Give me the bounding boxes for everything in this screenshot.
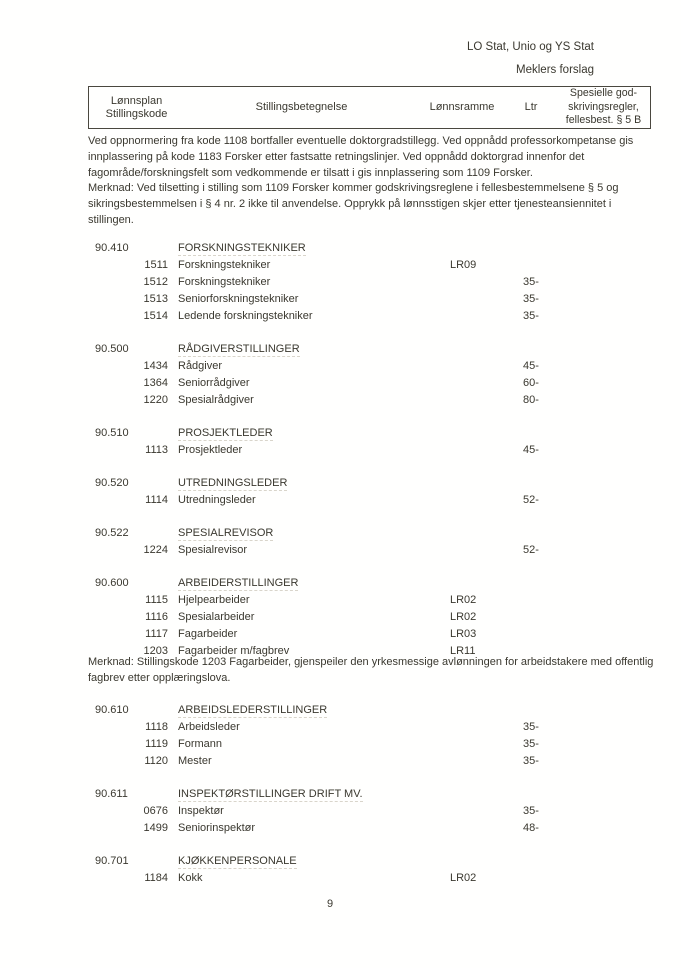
position-row [88,870,651,887]
section-code: 90.701 [95,855,129,868]
lonnsramme-value: LR02 [450,611,477,624]
position-code: 1119 [145,738,168,751]
section-name [168,704,440,716]
position-row [88,719,651,736]
position-code: 1116 [145,611,168,624]
position-row [88,626,651,643]
section-code: 90.522 [95,527,129,540]
section-code: 90.611 [95,788,128,801]
merknad-paragraph [88,654,654,686]
column-header-stillingskode: Stillingskode [105,107,168,120]
position-code: 0676 [143,805,168,818]
section-name-text: PROSJEKTLEDER [178,427,273,440]
salary-plan-section [88,240,651,325]
position-code: 1115 [145,594,168,607]
column-header-ltr: Ltr [524,101,538,113]
position-title: Utredningsleder [178,494,256,507]
ltr-value: 45- [523,360,539,373]
section-header-row [88,786,651,803]
section-header-row [88,341,651,358]
position-code: 1113 [145,444,168,457]
column-header-spesielle-line3: fellesbest. § 5 B [565,114,642,127]
section-header-row [88,525,651,542]
ltr-value: 35- [523,310,539,323]
position-code: 1220 [143,394,168,407]
document-content [88,86,654,887]
section-code: 90.600 [95,577,129,590]
intro-note-line: stillingen. [88,213,134,226]
position-code: 1513 [143,293,168,306]
column-header-spesielle-line1: Spesielle god- [569,87,638,100]
section-header-row [88,425,651,442]
position-code: 1434 [143,360,168,373]
lonnsramme-value: LR11 [450,645,476,658]
position-title: Fagarbeider [178,628,238,641]
section-code: 90.510 [95,427,129,440]
section-name-text: RÅDGIVERSTILLINGER [178,343,300,356]
position-title: Forskningstekniker [178,276,271,289]
column-header-lonnsplan: Lønnsplan [110,94,163,107]
intro-note-line: Merknad: Ved tilsetting i stilling som 1109 Forsker kommer godskrivingsreglene i fellesbestemmelsene § 5 og [88,182,619,195]
salary-plan-section [88,575,651,660]
position-code: 1184 [144,872,168,885]
lonnsramme-value: LR02 [450,872,477,885]
section-name-text: INSPEKTØRSTILLINGER DRIFT MV. [178,788,363,801]
ltr-value: 35- [523,276,539,289]
position-code: 1514 [143,310,168,323]
position-code: 1120 [144,755,168,768]
position-row [88,803,651,820]
section-name [168,527,440,539]
section-code: 90.520 [95,477,129,490]
merknad-line: fagbrev etter opplæringslova. [88,671,231,684]
ltr-value: 80- [523,394,539,407]
position-code: 1224 [143,544,168,557]
ltr-value: 52- [523,494,539,507]
position-row [88,820,651,837]
section-name-text: UTREDNINGSLEDER [178,477,288,490]
section-code: 90.500 [95,343,129,356]
position-title: Fagarbeider m/fagbrev [178,645,290,658]
position-title: Hjelpearbeider [178,594,250,607]
salary-plan-section [88,425,651,459]
section-name-text: SPESIALREVISOR [178,527,274,540]
position-row [88,736,651,753]
ltr-value: 35- [523,805,539,818]
ltr-value: 48- [523,822,539,835]
section-name [168,788,440,800]
section-name [168,477,440,489]
position-title: Spesialrådgiver [178,394,254,407]
intro-note-line: innplassering på kode 1183 Forsker etter fastsatte retningslinjer. Ved oppnådd doktorgrad innenfor det [88,150,585,163]
position-title: Formann [178,738,223,751]
salary-plan-blocks [88,240,654,887]
salary-plan-section [88,525,651,559]
position-title: Mester [178,755,212,768]
ltr-value: 60- [523,377,539,390]
section-name-text: KJØKKENPERSONALE [178,855,297,868]
section-code: 90.410 [95,242,129,255]
document-header [467,36,594,82]
column-header-spesielle-godskrivingsregler [557,87,650,127]
position-row [88,492,651,509]
section-name-text: ARBEIDSLEDERSTILLINGER [178,704,328,717]
position-title: Seniorinspektør [178,822,256,835]
mediator-proposal: Meklers forslag [516,64,594,76]
position-title: Seniorrådgiver [178,377,250,390]
position-title: Spesialarbeider [178,611,255,624]
position-title: Seniorforskningstekniker [178,293,299,306]
salary-plan-section [88,702,651,770]
position-code: 1203 [143,645,168,658]
lonnsramme-value: LR03 [450,628,477,641]
section-name [168,577,440,589]
position-row [88,592,651,609]
table-header [88,86,651,129]
section-name [168,343,440,355]
column-header-lonnsramme: Lønnsramme [429,101,495,113]
position-row [88,609,651,626]
intro-note-line: Ved oppnormering fra kode 1108 bortfaller eventuelle doktorgradstillegg. Ved oppnådd professorkompetanse gis [88,135,634,147]
column-header-spesielle-line2: skrivingsregler, [568,100,639,113]
section-name [168,427,440,439]
section-header-row [88,475,651,492]
position-row [88,291,651,308]
lonnsramme-value: LR02 [450,594,477,607]
salary-plan-section [88,475,651,509]
section-header-row [88,702,651,719]
intro-note-line: fagområde/forskningsfelt som vedkommende er tilsatt i gis innplassering som 1109 Forsker. [88,166,533,179]
section-header-row [88,853,651,870]
position-code: 1511 [144,259,168,272]
section-name-text: FORSKNINGSTEKNIKER [178,242,306,255]
ltr-value: 52- [523,544,539,557]
section-name [168,242,440,254]
position-row [88,308,651,325]
ltr-value: 35- [523,721,539,734]
position-code: 1114 [145,494,168,507]
position-title: Rådgiver [178,360,223,373]
position-code: 1364 [143,377,168,390]
position-row [88,274,651,291]
position-row [88,358,651,375]
page-number: 9 [326,898,334,910]
position-title: Forskningstekniker [178,259,271,272]
position-code: 1118 [145,721,168,734]
position-code: 1512 [143,276,168,289]
position-row [88,257,651,274]
section-name [168,855,440,867]
ltr-value: 45- [523,444,539,457]
ltr-value: 35- [523,738,539,751]
position-row [88,392,651,409]
column-header-lonnsplan-stillingskode [89,95,184,121]
ltr-value: 35- [523,293,539,306]
position-row [88,753,651,770]
position-title: Arbeidsleder [178,721,240,734]
position-title: Kokk [178,872,203,885]
position-row [88,375,651,392]
merknad-line: Merknad: Stillingskode 1203 Fagarbeider, gjenspeiler den yrkesmessige avlønningen for arbeidstakere med offentlig [88,655,654,668]
org-names: LO Stat, Unio og YS Stat [467,41,594,53]
section-code: 90.610 [95,704,129,717]
position-code: 1117 [145,628,168,641]
column-header-stillingsbetegnelse: Stillingsbetegnelse [255,101,348,113]
lonnsramme-value: LR09 [450,259,477,272]
intro-note-line: sikringsbestemmelsen i § 4 nr. 2 ikke til anvendelse. Opprykk på lønnsstigen skjer etter tjenesteansiennitet i [88,198,612,211]
position-code: 1499 [143,822,168,835]
section-header-row [88,240,651,257]
position-row [88,442,651,459]
position-row [88,542,651,559]
position-title: Ledende forskningstekniker [178,310,313,323]
section-name-text: ARBEIDERSTILLINGER [178,577,299,590]
intro-note-paragraph [88,134,651,229]
ltr-value: 35- [523,755,539,768]
position-title: Spesialrevisor [178,544,248,557]
position-title: Prosjektleder [178,444,243,457]
position-title: Inspektør [178,805,224,818]
salary-plan-section [88,341,651,409]
section-header-row [88,575,651,592]
salary-plan-section [88,853,651,887]
salary-plan-section [88,786,651,837]
